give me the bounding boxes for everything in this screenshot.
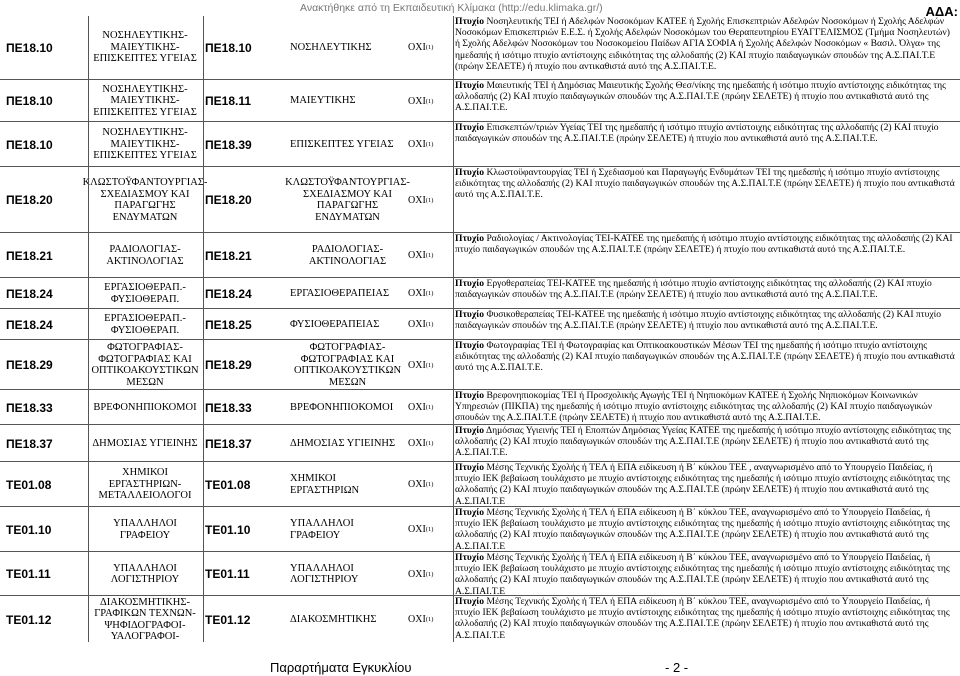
- requirement-flag: [408, 16, 453, 79]
- table-row: [0, 339, 960, 390]
- specialty-name: ΕΡΓΑΣΙΟΘΕΡΑΠΕΙΑΣ: [290, 287, 390, 299]
- flag-value: ΟΧΙ: [408, 479, 426, 490]
- specialty-name: ΚΛΩΣΤΟΫΦΑΝΤΟΥΡΓΙΑΣ-ΣΧΕΔΙΑΣΜΟΥ ΚΑΙ ΠΑΡΑΓΩΓΗΣ ΕΝΔΥΜΑΤΩΝ: [285, 177, 410, 223]
- qualification-body: Επισκεπτών/τριών Υγείας ΤΕΙ της ημεδαπής ή ισότιμο πτυχίο αντίστοιχης ειδικότητας της αλλοδαπής (2) ΚΑΙ πτυχίο παιδαγωγικών σπουδών της Α.Σ.ΠΑΙ.Τ.Ε (πρώην ΣΕΛΕΤΕ) ή πτυχίο που αντικαθιστά αυτό της Α.Σ.ΠΑΙ.Τ.Ε.: [455, 122, 939, 145]
- footnote-ref: (1): [425, 321, 434, 328]
- qualification-text: [455, 278, 955, 309]
- qualification-lead: Πτυχίο: [455, 233, 485, 244]
- branch-name: ΕΡΓΑΣΙΟΘΕΡΑΠ.-ΦΥΣΙΟΘΕΡΑΠ.: [104, 282, 186, 305]
- requirement-flag: [408, 278, 453, 309]
- specialty-code: ΠΕ18.37: [205, 436, 252, 451]
- branch-code: ΠΕ18.37: [6, 436, 53, 451]
- branch-code: ΠΕ18.10: [6, 40, 53, 55]
- qualification-paragraph: [455, 278, 955, 300]
- table-row: [0, 308, 960, 340]
- qualification-lead: Πτυχίο: [455, 167, 485, 178]
- qualification-body: Δημόσιας Υγιεινής ΤΕΙ ή Επoπτών Δημόσιας Υγείας ΚΑΤΕΕ της ημεδαπής ή ισότιμο πτυχίο αντίστοιχης ειδικότητας της αλλοδαπής (2) ΚΑΙ πτυχίο παιδαγωγικών σπουδών της Α.Σ.ΠΑΙ.Τ.Ε (πρώην ΣΕΛΕΤΕ) ή πτυχίο που αντικαθιστά αυτό της Α.Σ.ΠΑΙ.Τ.Ε.: [455, 425, 951, 459]
- branch-code: ΠΕ18.20: [6, 193, 53, 207]
- specialty-code: ΠΕ18.39: [205, 137, 252, 152]
- specialty-code: ΠΕ18.29: [205, 358, 252, 372]
- source-header[interactable]: Ανακτήθηκε από τη Εκπαιδευτική Κλίμακα (http://edu.klimaka.gr/): [300, 2, 603, 14]
- qualification-text: [455, 309, 955, 340]
- branch-name: ΚΛΩΣΤΟΫΦΑΝΤΟΥΡΓΙΑΣ-ΣΧΕΔΙΑΣΜΟΥ ΚΑΙ ΠΑΡΑΓΩΓΗΣ ΕΝΔΥΜΑΤΩΝ: [82, 177, 208, 223]
- requirement-flag: [408, 390, 453, 425]
- qualification-body: Φωτογραφίας ΤΕΙ ή Φωτογραφίας και Οπτικοακουστικών Μέσων ΤΕΙ της ημεδαπής ή ισότιμο πτυχίο αντίστοιχης ειδικότητας της αλλοδαπής (2) ΚΑΙ πτυχίο παιδαγωγικών σπουδών της Α.Σ.ΠΑΙ.Τ.Ε (πρώην ΣΕΛΕΤΕ) ή πτυχίο που αντικαθιστά αυτό της Α.Σ.ΠΑΙ.Τ.Ε.: [455, 340, 955, 374]
- qualification-paragraph: [455, 233, 955, 255]
- qualification-paragraph: [455, 16, 955, 72]
- specialty-name: ΒΡΕΦΟΝΗΠΙΟΚΟΜΟΙ: [290, 401, 394, 413]
- qualification-lead: Πτυχίο: [455, 80, 485, 91]
- branch-code: ΤΕ01.08: [6, 477, 52, 492]
- requirement-flag: [408, 309, 453, 340]
- flag-value: ΟΧΙ: [408, 288, 426, 299]
- qualification-lead: Πτυχίο: [455, 552, 485, 563]
- specialty-code: ΠΕ18.21: [205, 248, 252, 263]
- footnote-ref: (1): [425, 616, 434, 623]
- flag-value: ΟΧΙ: [408, 250, 426, 261]
- specialty-name: ΦΩΤΟΓΡΑΦΙΑΣ-ΦΩΤΟΓΡΑΦΙΑΣ ΚΑΙ ΟΠΤΙΚΟΑΚΟΥΣΤΙΚΩΝ ΜΕΣΩΝ: [293, 342, 402, 388]
- specialty-name: ΥΠΑΛΛΗΛΟΙ ΛΟΓΙΣΤΗΡΙΟΥ: [290, 562, 359, 585]
- footnote-ref: (1): [425, 196, 434, 204]
- flag-value: ΟΧΙ: [408, 438, 426, 449]
- footnote-ref: (1): [425, 440, 434, 447]
- qualification-paragraph: [455, 552, 955, 597]
- table-row: [0, 389, 960, 425]
- qualification-body: Νοσηλευτικής ΤΕΙ ή Αδελφών Νοσοκόμων ΚΑΤΕΕ ή Σχολής Επισκεπτριών Αδελφών Νοσοκόμων ή Σχολής Αδελφών Νοσοκόμων Επισκεπτριών Ε.Ε.Σ. ή Σχολής Αδελφών Νοσοκόμων του Θεραπευτηρίου ΕΥΑΓΓΕΛΙΣΜΟΣ (Τμήμα Νοσηλευτών) ή Σχολής Αδελφών Νοσοκόμων του Νοσοκομείου Παίδων ΑΓΙΑ ΣΟΦΙΑ ή Σχολής Αδελφών Νοσοκόμων « Βασιλ. Όλγα» της ημεδαπής ή ισότιμο πτυχίο αντίστοιχης ειδικότητας της αλλοδαπής (2) ΚΑΙ πτυχίο παιδαγωγικών σπουδών της Α.Σ.ΠΑΙ.Τ.Ε (πρώην ΣΕΛΕΤΕ) ή πτυχίο που αντικαθιστά αυτό της Α.Σ.ΠΑΙ.Τ.Ε.: [455, 16, 950, 72]
- footnote-ref: (1): [425, 526, 434, 533]
- qualification-text: [455, 233, 955, 278]
- branch-name: ΕΡΓΑΣΙΟΘΕΡΑΠ.-ΦΥΣΙΟΘΕΡΑΠ.: [104, 313, 186, 336]
- qualification-text: [455, 80, 955, 122]
- qualification-body: Φυσικοθεραπείας ΤΕΙ-ΚΑΤΕΕ της ημεδαπής ή ισότιμο πτυχίο αντίστοιχης ειδικότητας της αλλοδαπής (2) ΚΑΙ πτυχίο παιδαγωγικών σπουδών της Α.Σ.ΠΑΙ.Τ.Ε (πρώην ΣΕΛΕΤΕ) ή πτυχίο που αντικαθιστά αυτό της Α.Σ.ΠΑΙ.Τ.Ε.: [455, 309, 942, 332]
- flag-value: ΟΧΙ: [408, 359, 426, 371]
- qualification-lead: Πτυχίο: [455, 16, 485, 27]
- qualification-body: Εργοθεραπείας ΤΕΙ-ΚΑΤΕΕ της ημεδαπής ή ισότιμο πτυχίο αντίστοιχης ειδικότητας της αλλοδαπής (2) ΚΑΙ πτυχίο παιδαγωγικών σπουδών της Α.Σ.ΠΑΙ.Τ.Ε (πρώην ΣΕΛΕΤΕ) ή πτυχίο που αντικαθιστά αυτό της Α.Σ.ΠΑΙ.Τ.Ε.: [455, 278, 932, 301]
- footnote-ref: (1): [425, 97, 434, 105]
- flag-value: ΟΧΙ: [408, 95, 426, 107]
- specialty-code: ΠΕ18.11: [205, 94, 252, 108]
- branch-code: ΠΕ18.21: [6, 248, 53, 263]
- requirement-flag: [408, 552, 453, 596]
- requirement-flag: [408, 425, 453, 462]
- qualification-body: Ραδιολογίας / Ακτινολογίας ΤΕΙ-ΚΑΤΕΕ της ημεδαπής ή ισότιμο πτυχίο αντίστοιχης ειδικότητας της αλλοδαπής (2) ΚΑΙ πτυχίο παιδαγωγικών σπουδών της Α.Σ.ΠΑΙ.Τ.Ε (πρώην ΣΕΛΕΤΕ) ή πτυχίο που αντικαθιστά αυτό της Α.Σ.ΠΑΙ.Τ.Ε.: [455, 233, 953, 256]
- flag-value: ΟΧΙ: [408, 568, 426, 580]
- flag-value: ΟΧΙ: [408, 614, 426, 625]
- specialty-code: ΤΕ01.10: [205, 522, 251, 537]
- specialty-name: ΔΙΑΚΟΣΜΗΤΙΚΗΣ: [290, 613, 377, 625]
- qualification-text: [455, 16, 955, 79]
- qualification-text: [455, 507, 955, 552]
- qualification-text: [455, 390, 955, 425]
- qualification-body: Βρεφονηπιοκομίας ΤΕΙ ή Προσχολικής Αγωγής ΤΕΙ ή Νηπιοκόμων ΚΑΤΕΕ ή Σχολής Νηπιοκόμων Κοινωνικών Υπηρεσιών (ΠΙΚΠΑ) της ημεδαπής ή ισότιμο πτυχίο αντίστοιχης ειδικότητας της αλλοδαπής (2) ΚΑΙ πτυχίο παιδαγωγικών σπουδών της Α.Σ.ΠΑΙ.Τ.Ε (πρώην ΣΕΛΕΤΕ) ή πτυχίο που αντικαθιστά αυτό της Α.Σ.ΠΑΙ.Τ.Ε.: [455, 390, 933, 424]
- qualification-body: Μέσης Τεχνικής Σχολής ή ΤΕΛ ή ΕΠΑ ειδίκευση ή Β΄ κύκλου ΤΕΕ, αναγνωρισμένο από το Υπουργείο Παιδείας, ή πτυχίο ΙΕΚ βεβαίωση τουλάχιστο με πτυχίο αντίστοιχης ειδικότητας της ημεδαπής ή ισότιμο πτυχίο αντίστοιχης ειδικότητας της αλλοδαπής (2) ΚΑΙ πτυχίο παιδαγωγικών σπουδών της Α.Σ.ΠΑΙ.Τ.Ε (πρώην ΣΕΛΕΤΕ) ή πτυχίο που αντικαθιστά αυτό της Α.Σ.ΠΑΙ.Τ.Ε: [455, 507, 950, 552]
- branch-code: ΠΕ18.10: [6, 137, 53, 152]
- qualification-lead: Πτυχίο: [455, 507, 485, 518]
- branch-name: ΝΟΣΗΛΕΥΤΙΚΗΣ-ΜΑΙΕΥΤΙΚΗΣ-ΕΠΙΣΚΕΠΤΕΣ ΥΓΕΙΑΣ: [93, 30, 197, 65]
- qualification-text: [455, 552, 955, 596]
- footnote-ref: (1): [425, 570, 434, 578]
- specialty-code: ΠΕ18.33: [205, 400, 252, 415]
- specialty-name: ΔΗΜΟΣΙΑΣ ΥΓΙΕΙΝΗΣ: [290, 437, 396, 449]
- flag-value: ΟΧΙ: [408, 194, 426, 206]
- footnote-ref: (1): [425, 252, 434, 259]
- flag-value: ΟΧΙ: [408, 524, 426, 535]
- table-row: [0, 551, 960, 596]
- branch-code: ΤΕ01.11: [6, 567, 51, 581]
- branch-code: ΤΕ01.10: [6, 522, 52, 537]
- specialty-code: ΤΕ01.12: [205, 612, 251, 627]
- qualification-text: [455, 462, 955, 507]
- branch-code: ΠΕ18.29: [6, 358, 53, 372]
- specialty-name: ΥΠΑΛΛΗΛΟΙ ΓΡΑΦΕΙΟΥ: [290, 518, 354, 541]
- footer-title: Παραρτήματα Εγκυκλίου: [270, 660, 412, 675]
- qualification-text: [455, 425, 955, 462]
- qualification-paragraph: [455, 425, 955, 459]
- qualification-lead: Πτυχίο: [455, 122, 485, 133]
- specialty-name: ΧΗΜΙΚΟΙ ΕΡΓΑΣΤΗΡΙΩΝ: [290, 473, 360, 496]
- branch-name: ΔΙΑΚΟΣΜΗΤΙΚΗΣ-ΓΡΑΦΙΚΩΝ ΤΕΧΝΩΝ-ΨΗΦΙΔΟΓΡΑΦΟΙ-ΥΑΛΟΓΡΑΦΟΙ-: [94, 596, 196, 642]
- branch-name: ΡΑΔΙΟΛΟΓΙΑΣ-ΑΚΤΙΝΟΛΟΓΙΑΣ: [106, 244, 184, 267]
- branch-code: ΠΕ18.33: [6, 400, 53, 415]
- table-row: [0, 121, 960, 167]
- page-number: - 2 -: [665, 660, 689, 675]
- branch-code: ΠΕ18.10: [6, 94, 53, 108]
- branch-code: ΠΕ18.24: [6, 317, 53, 332]
- column-divider: [453, 16, 454, 642]
- qualification-lead: Πτυχίο: [455, 462, 485, 473]
- specialty-name: ΡΑΔΙΟΛΟΓΙΑΣ-ΑΚΤΙΝΟΛΟΓΙΑΣ: [308, 244, 387, 267]
- requirement-flag: [408, 596, 453, 643]
- qualification-text: [455, 122, 955, 167]
- flag-value: ΟΧΙ: [408, 42, 426, 53]
- flag-value: ΟΧΙ: [408, 139, 426, 150]
- table-row: [0, 461, 960, 507]
- qualification-body: Μέσης Τεχνικής Σχολής ή ΤΕΛ ή ΕΠΑ ειδίκευση ή Β΄ κύκλου ΤΕΕ, αναγνωρισμένο από το Υπουργείο Παιδείας, ή πτυχίο ΙΕΚ βεβαίωση τουλάχιστο με πτυχίο αντίστοιχης ειδικότητας της ημεδαπής ή ισότιμο πτυχίο αντίστοιχης ειδικότητας της αλλοδαπής (2) ΚΑΙ πτυχίο παιδαγωγικών σπουδών της Α.Σ.ΠΑΙ.Τ.Ε (πρώην ΣΕΛΕΤΕ) ή πτυχίο που αντικαθιστά αυτό της Α.Σ.ΠΑΙ.Τ.Ε: [455, 596, 950, 641]
- flag-value: ΟΧΙ: [408, 402, 426, 413]
- table-row: [0, 277, 960, 309]
- qualification-lead: Πτυχίο: [455, 390, 485, 401]
- branch-name: ΧΗΜΙΚΟΙ ΕΡΓΑΣΤΗΡΙΩΝ-ΜΕΤΑΛΛΕΙΟΛΟΓΟΙ: [98, 467, 192, 502]
- requirement-flag: [408, 340, 453, 390]
- qualification-text: [455, 340, 955, 390]
- qualification-lead: Πτυχίο: [455, 596, 485, 607]
- table-row: [0, 506, 960, 552]
- branch-name: ΔΗΜΟΣΙΑΣ ΥΓΙΕΙΝΗΣ: [92, 437, 198, 449]
- footnote-ref: (1): [425, 361, 434, 369]
- branch-name: ΥΠΑΛΛΗΛΟΙ ΛΟΓΙΣΤΗΡΙΟΥ: [110, 562, 180, 585]
- column-divider: [203, 16, 204, 642]
- specialty-name: ΕΠΙΣΚΕΠΤΕΣ ΥΓΕΙΑΣ: [290, 138, 394, 150]
- qualification-text: [455, 167, 955, 233]
- table-row: [0, 166, 960, 233]
- specialty-name: ΝΟΣΗΛΕΥΤΙΚΗΣ: [290, 41, 372, 53]
- qualification-paragraph: [455, 309, 955, 331]
- qualification-body: Μαιευτικής ΤΕΙ ή Δημόσιας Μαιευτικής Σχολής Θεσ/νίκης της ημεδαπής ή ισότιμο πτυχίο αντίστοιχης ειδικότητας της αλλοδαπής (2) ΚΑΙ πτυχίο παιδαγωγικών σπουδών της Α.Σ.ΠΑΙ.Τ.Ε (πρώην ΣΕΛΕΤΕ) ή πτυχίο που αντικαθιστά αυτό της Α.Σ.ΠΑΙ.Τ.Ε.: [455, 80, 946, 114]
- qualification-paragraph: [455, 167, 955, 201]
- qualification-paragraph: [455, 340, 955, 374]
- qualification-lead: Πτυχίο: [455, 340, 485, 351]
- requirement-flag: [408, 462, 453, 507]
- specialty-code: ΠΕ18.20: [205, 193, 252, 207]
- branch-name: ΥΠΑΛΛΗΛΟΙ ΓΡΑΦΕΙΟΥ: [113, 518, 177, 541]
- branch-name: ΝΟΣΗΛΕΥΤΙΚΗΣ-ΜΑΙΕΥΤΙΚΗΣ-ΕΠΙΣΚΕΠΤΕΣ ΥΓΕΙΑΣ: [93, 127, 197, 162]
- qualification-lead: Πτυχίο: [455, 278, 485, 289]
- qualification-lead: Πτυχίο: [455, 309, 485, 320]
- footnote-ref: (1): [425, 290, 434, 297]
- branch-name: ΒΡΕΦΟΝΗΠΙΟΚΟΜΟΙ: [93, 401, 197, 413]
- qualification-body: Μέσης Τεχνικής Σχολής ή ΤΕΛ ή ΕΠΑ ειδίκευση ή Β΄ κύκλου ΤΕΕ , αναγνωρισμένο από το Υπουργείο Παιδείας, ή πτυχίο ΙΕΚ βεβαίωση τουλάχιστο με πτυχίο αντίστοιχης ειδικότητας της ημεδαπής ή ισότιμο πτυχίο αντίστοιχης ειδικότητας της αλλοδαπής (2) ΚΑΙ πτυχίο παιδαγωγικών σπουδών της Α.Σ.ΠΑΙ.Τ.Ε (πρώην ΣΕΛΕΤΕ) ή πτυχίο που αντικαθιστά αυτό της Α.Σ.ΠΑΙ.Τ.Ε: [455, 462, 950, 507]
- table-row: [0, 79, 960, 122]
- qualification-paragraph: [455, 596, 955, 641]
- specialty-code: ΠΕ18.24: [205, 286, 252, 301]
- branch-code: ΠΕ18.24: [6, 286, 53, 301]
- footnote-ref: (1): [425, 44, 434, 51]
- branch-name: ΝΟΣΗΛΕΥΤΙΚΗΣ-ΜΑΙΕΥΤΙΚΗΣ-ΕΠΙΣΚΕΠΤΕΣ ΥΓΕΙΑΣ: [93, 83, 197, 118]
- ada-label: ΑΔΑ:: [925, 4, 958, 19]
- specialty-code: ΠΕ18.10: [205, 40, 252, 55]
- specialty-name: ΦΥΣΙΟΘΕΡΑΠΕΙΑΣ: [290, 318, 380, 330]
- footnote-ref: (1): [425, 404, 434, 411]
- footnote-ref: (1): [425, 141, 434, 148]
- branch-name: ΦΩΤΟΓΡΑΦΙΑΣ-ΦΩΤΟΓΡΑΦΙΑΣ ΚΑΙ ΟΠΤΙΚΟΑΚΟΥΣΤΙΚΩΝ ΜΕΣΩΝ: [91, 342, 199, 388]
- qualification-paragraph: [455, 80, 955, 114]
- specialty-name: ΜΑΙΕΥΤΙΚΗΣ: [290, 95, 356, 107]
- requirement-flag: [408, 122, 453, 167]
- requirement-flag: [408, 167, 453, 233]
- qualification-paragraph: [455, 462, 955, 507]
- qualification-body: Κλωστοϋφαντουργίας ΤΕΙ ή Σχεδιασμού και Παραγωγής Ενδυμάτων ΤΕΙ της ημεδαπής ή ισότιμο πτυχίο αντίστοιχης ειδικότητας της αλλοδαπής (2) ΚΑΙ πτυχίο παιδαγωγικών σπουδών της Α.Σ.ΠΑΙ.Τ.Ε (πρώην ΣΕΛΕΤΕ) ή πτυχίο που αντικαθιστά αυτό της Α.Σ.ΠΑΙ.Τ.Ε.: [455, 167, 955, 201]
- branch-code: ΤΕ01.12: [6, 612, 52, 627]
- requirement-flag: [408, 80, 453, 122]
- table-row: [0, 595, 960, 643]
- specialty-code: ΤΕ01.08: [205, 477, 251, 492]
- table-row: [0, 424, 960, 462]
- requirement-flag: [408, 507, 453, 552]
- flag-value: ΟΧΙ: [408, 319, 426, 330]
- qualification-paragraph: [455, 390, 955, 424]
- qualification-paragraph: [455, 122, 955, 144]
- qualification-lead: Πτυχίο: [455, 425, 485, 436]
- qualification-text: [455, 596, 955, 643]
- specialty-code: ΤΕ01.11: [205, 567, 250, 581]
- table-row: [0, 16, 960, 79]
- column-divider: [88, 16, 89, 642]
- requirement-flag: [408, 233, 453, 278]
- footnote-ref: (1): [425, 481, 434, 488]
- table-row: [0, 232, 960, 278]
- qualification-body: Μέσης Τεχνικής Σχολής ή ΤΕΛ ή ΕΠΑ ειδίκευση ή Β΄ κύκλου ΤΕΕ, αναγνωρισμένο από το Υπουργείο Παιδείας, ή πτυχίο ΙΕΚ βεβαίωση τουλάχιστο με πτυχίο αντίστοιχης ειδικότητας της ημεδαπής ή ισότιμο πτυχίο αντίστοιχης ειδικότητας της αλλοδαπής (2) ΚΑΙ πτυχίο παιδαγωγικών σπουδών της Α.Σ.ΠΑΙ.Τ.Ε (πρώην ΣΕΛΕΤΕ) ή πτυχίο που αντικαθιστά αυτό της Α.Σ.ΠΑΙ.Τ.Ε: [455, 552, 950, 597]
- qualification-paragraph: [455, 507, 955, 552]
- specialty-code: ΠΕ18.25: [205, 317, 252, 332]
